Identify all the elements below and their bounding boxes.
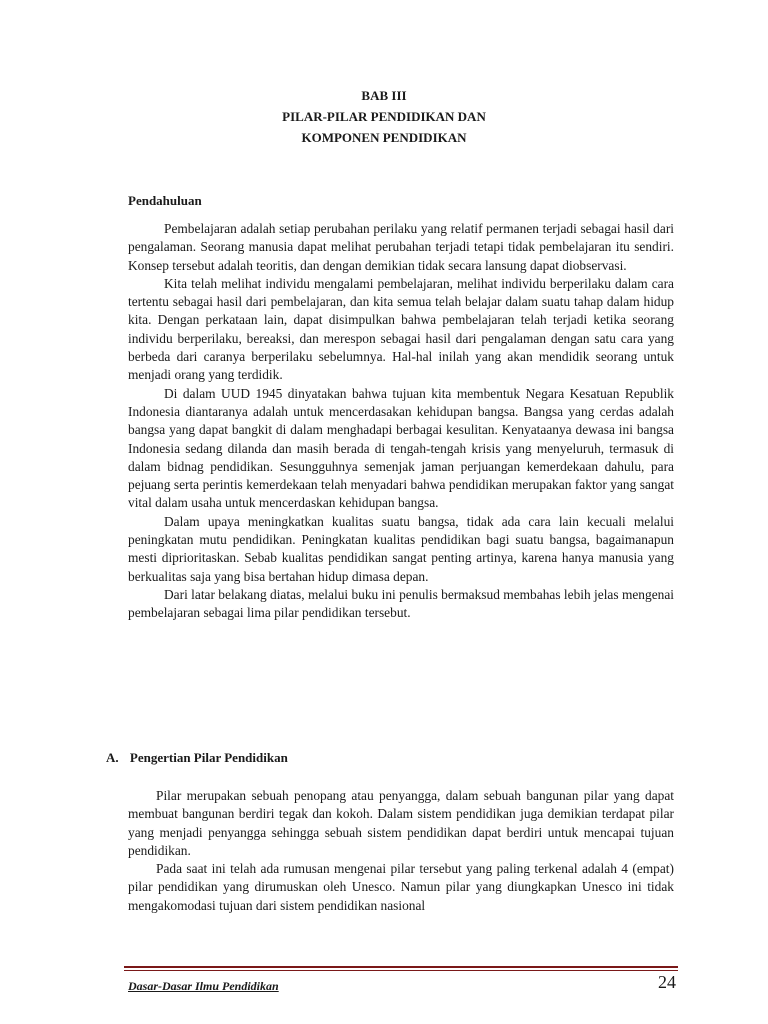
intro-paragraph-1: Pembelajaran adalah setiap perubahan perilaku yang relatif permanen terjadi sebagai hasil dari pengalaman. Seorang manusia dapat melihat perubahan terjadi tetapi tidak pembelajaran itu sendiri. Konsep tersebut adalah teoritis, dan dengan demikian tidak secara lansung dapat diobservasi. <box>128 221 674 273</box>
intro-paragraph-5: Dari latar belakang diatas, melalui buku ini penulis bermaksud membahas lebih jelas mengenai pembelajaran sebagai lima pilar pendidikan tersebut. <box>128 586 674 621</box>
footer-book-title: Dasar-Dasar Ilmu Pendidikan <box>128 979 279 993</box>
chapter-title-line-1: PILAR-PILAR PENDIDIKAN DAN <box>282 109 486 124</box>
footer-rule-thick <box>124 966 678 968</box>
section-a-marker: A. <box>106 750 119 765</box>
section-a-paragraph-1: Pilar merupakan sebuah penopang atau penyangga, dalam sebuah bangunan pilar yang dapat membuat bangunan berdiri tegak dan kokoh. Dalam sistem pendidikan juga demikian terdapat pilar yang menjadi penyangga sehingga sebuah sistem pendidikan dapat berdiri untuk mencapai tujuan pendidikan. <box>128 788 674 858</box>
intro-paragraph-2: Kita telah melihat individu mengalami pembelajaran, melihat individu berperilaku dalam cara tertentu sebagai hasil dari pembelajaran, dan kita semua telah belajar dalam suatu tahap dalam hidup kita. Dengan perkataan lain, dapat disimpulkan bahwa pembelajaran telah terjadi ketika seorang individu berperilaku, bereaksi, dan merespon sebagai hasil dari pengalaman dengan satu cara yang berbeda dari caranya berperilaku sebelumnya. Hal-hal inilah yang akan mendidik seorang untuk menjadi orang yang terdidik. <box>128 275 674 383</box>
footer-rule-thin <box>124 970 678 971</box>
intro-paragraph-3: Di dalam UUD 1945 dinyatakan bahwa tujuan kita membentuk Negara Kesatuan Republik Indonesia diantaranya adalah untuk mencerdasakan kehidupan bangsa. Bangsa yang cerdas adalah bangsa yang dapat bangkit di dalam menghadapi berbagai kesulitan. Kenyataanya dewasa ini bangsa Indonesia sedang dilanda dan masih berada di tengah-tengah krisis yang menyeluruh, termasuk di dalam bidnag pendidikan. Sesungguhnya semenjak jaman perjuangan kemerdekaan dahulu, para pejuang serta perintis kemerdekaan telah menyadari bahwa pendidikan merupakan faktor yang sangat vital dalam usaha untuk mencerdaskan kehidupan bangsa. <box>128 385 674 511</box>
page-number: 24 <box>658 972 676 992</box>
intro-paragraph-4: Dalam upaya meningkatkan kualitas suatu bangsa, tidak ada cara lain kecuali melalui peningkatan mutu pendidikan. Peningkatan kualitas pendidikan bagi suatu bangsa, bagaimanapun mesti diprioritaskan. Sebab kualitas pendidikan sangat penting artinya, karena hanya manusia yang berkualitas saja yang bisa bertahan hidup dimasa depan. <box>128 513 674 584</box>
chapter-title-line-2: KOMPONEN PENDIDIKAN <box>301 130 467 145</box>
intro-heading: Pendahuluan <box>128 193 202 208</box>
section-a-heading <box>106 750 288 766</box>
intro-body <box>128 220 674 623</box>
section-a-paragraph-2: Pada saat ini telah ada rumusan mengenai pilar tersebut yang paling terkenal adalah 4 (empat) pilar pendidikan yang dirumuskan oleh Unesco. Namun pilar yang diungkapkan Unesco ini tidak mengakomodasi tujuan dari sistem pendidikan nasional <box>128 861 674 913</box>
section-a-body <box>128 787 674 915</box>
section-a-title: Pengertian Pilar Pendidikan <box>129 750 288 765</box>
chapter-number: BAB III <box>361 88 407 103</box>
